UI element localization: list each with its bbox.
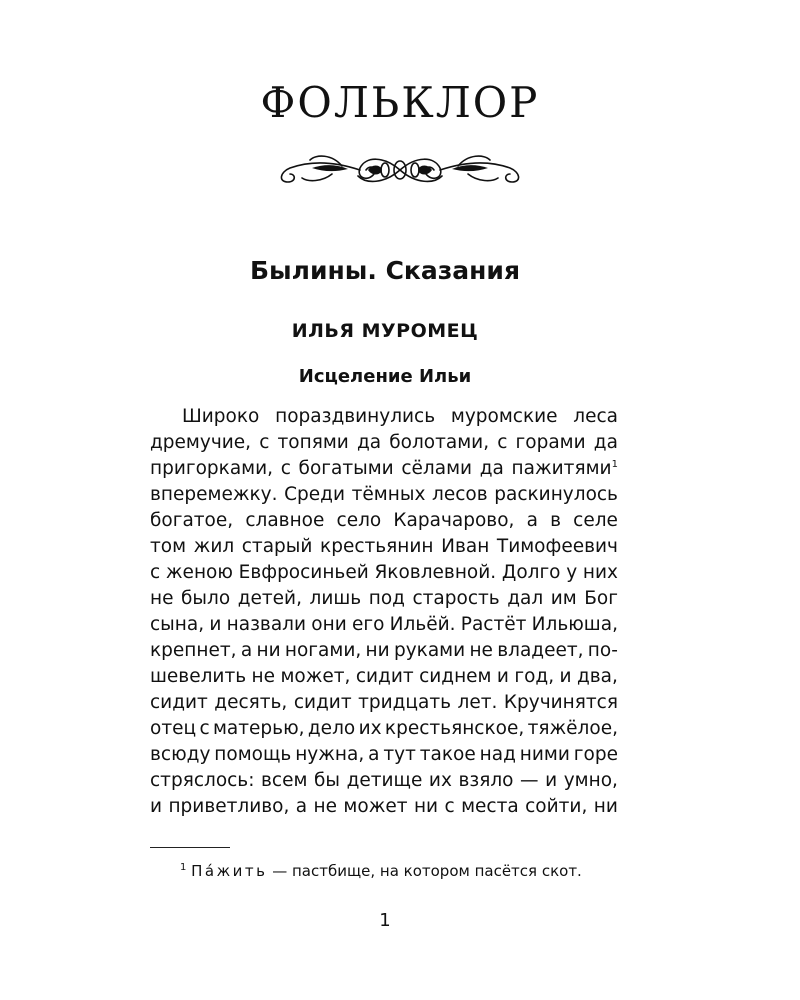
text-line bbox=[150, 456, 618, 482]
word: селе bbox=[573, 510, 618, 531]
word: лишь bbox=[309, 588, 362, 609]
word: Кручинятся bbox=[503, 692, 618, 713]
footnote-definition: — пастбище, на котором пасётся скот. bbox=[267, 862, 582, 880]
text-line bbox=[150, 742, 618, 768]
word: год, bbox=[514, 666, 555, 687]
word: стряслось: bbox=[150, 770, 255, 791]
story-title: ИЛЬЯ МУРОМЕЦ bbox=[291, 320, 479, 342]
text-line bbox=[150, 482, 618, 508]
word: Ильёй. bbox=[389, 614, 456, 635]
footnote-ref: 1 bbox=[611, 458, 618, 470]
word: они bbox=[311, 614, 347, 635]
word: не bbox=[150, 588, 174, 609]
word: болотами, bbox=[389, 432, 490, 453]
word: старость bbox=[412, 588, 500, 609]
word: том bbox=[150, 536, 187, 557]
word: жил bbox=[193, 536, 235, 557]
word: да bbox=[593, 432, 618, 453]
body-text bbox=[150, 404, 618, 820]
word: матерью, bbox=[212, 718, 305, 739]
word bbox=[512, 456, 618, 482]
word: его bbox=[351, 614, 385, 635]
word: и bbox=[559, 666, 572, 687]
text-line bbox=[150, 664, 618, 690]
word: с bbox=[150, 562, 161, 583]
word: да bbox=[479, 458, 504, 479]
word: село bbox=[336, 510, 382, 531]
word: шевелить bbox=[150, 666, 247, 687]
word: славное bbox=[245, 510, 325, 531]
word: тяжёлое, bbox=[527, 718, 618, 739]
word: десять, bbox=[214, 692, 288, 713]
text-line bbox=[150, 716, 618, 742]
word: Ильюша, bbox=[531, 614, 618, 635]
word: с bbox=[199, 718, 210, 739]
word: с bbox=[259, 432, 270, 453]
word-text: пажитями bbox=[511, 458, 612, 479]
word: дал bbox=[507, 588, 544, 609]
word: ними bbox=[519, 744, 570, 765]
text-line bbox=[150, 404, 618, 430]
text-line bbox=[150, 534, 618, 560]
word: места bbox=[461, 796, 519, 817]
word: с bbox=[444, 796, 455, 817]
text-line bbox=[150, 794, 618, 820]
word: крестьянское, bbox=[384, 718, 525, 739]
story-subtitle: Исцеление Ильи bbox=[298, 366, 472, 387]
word: да bbox=[356, 432, 382, 453]
word: умно, bbox=[563, 770, 618, 791]
word: им bbox=[550, 588, 577, 609]
word: вперемежку. bbox=[150, 484, 278, 505]
word: взяло bbox=[458, 770, 514, 791]
footnote-term: Па́жить bbox=[191, 862, 268, 880]
footnote-divider bbox=[150, 847, 230, 848]
word: пораздвинулись bbox=[275, 406, 436, 427]
word: крепнет, bbox=[150, 640, 237, 661]
word: тут bbox=[383, 744, 416, 765]
word: бы bbox=[314, 770, 341, 791]
footnote bbox=[180, 862, 620, 880]
word: тёмных bbox=[351, 484, 426, 505]
word: а bbox=[368, 744, 380, 765]
word: женою bbox=[165, 562, 233, 583]
word: не bbox=[251, 666, 276, 687]
word: тридцать bbox=[358, 692, 452, 713]
word: лесов bbox=[432, 484, 488, 505]
word: сиднем bbox=[419, 666, 492, 687]
word: в bbox=[550, 510, 561, 531]
word: и bbox=[496, 666, 509, 687]
word: дремучие, bbox=[150, 432, 252, 453]
word: отец bbox=[150, 718, 197, 739]
word: руками bbox=[393, 640, 466, 661]
word: ни bbox=[413, 796, 439, 817]
word: горе bbox=[573, 744, 618, 765]
word: топями bbox=[277, 432, 349, 453]
word: пригорками, bbox=[150, 458, 274, 479]
chapter-title: ФОЛЬКЛОР bbox=[260, 78, 540, 127]
word: всем bbox=[261, 770, 308, 791]
word: у bbox=[566, 562, 578, 583]
word: всюду bbox=[150, 744, 211, 765]
word: может bbox=[343, 796, 408, 817]
word: и bbox=[150, 796, 163, 817]
word: с bbox=[497, 432, 508, 453]
word: Широко bbox=[182, 406, 260, 427]
word: леса bbox=[573, 406, 618, 427]
word: Тимофеевич bbox=[496, 536, 618, 557]
word: богатыми bbox=[298, 458, 394, 479]
word: богатое, bbox=[150, 510, 234, 531]
word: них bbox=[582, 562, 618, 583]
text-line bbox=[150, 768, 618, 794]
text-line bbox=[150, 690, 618, 716]
word: их bbox=[428, 770, 452, 791]
word: детище bbox=[346, 770, 423, 791]
word: горами bbox=[515, 432, 586, 453]
word: ни bbox=[365, 640, 390, 661]
word: сидит bbox=[293, 692, 352, 713]
word: а bbox=[240, 640, 253, 661]
flourish-ornament-icon bbox=[272, 150, 528, 190]
word: ни bbox=[593, 796, 618, 817]
word: сидит bbox=[150, 692, 208, 713]
word: сойти, bbox=[525, 796, 588, 817]
word: два, bbox=[576, 666, 618, 687]
word: Евфросиньей bbox=[238, 562, 369, 583]
word: Бог bbox=[584, 588, 618, 609]
text-line bbox=[150, 638, 618, 664]
word: может, bbox=[280, 666, 351, 687]
page-number: 1 bbox=[379, 910, 391, 931]
word: над bbox=[479, 744, 516, 765]
word: Иван bbox=[441, 536, 490, 557]
word: Яковлевной. bbox=[374, 562, 497, 583]
footnote-marker: 1 bbox=[180, 862, 187, 873]
word: раскинулось bbox=[494, 484, 618, 505]
word: а bbox=[526, 510, 538, 531]
word: сидит bbox=[355, 666, 414, 687]
word: их bbox=[358, 718, 382, 739]
word: по- bbox=[587, 640, 618, 661]
text-line bbox=[150, 508, 618, 534]
word: муромские bbox=[450, 406, 558, 427]
section-title: Былины. Сказания bbox=[250, 256, 520, 285]
word: назвали bbox=[226, 614, 307, 635]
text-line bbox=[150, 560, 618, 586]
word: Растёт bbox=[460, 614, 527, 635]
word: с bbox=[280, 458, 291, 479]
word: лет. bbox=[457, 692, 498, 713]
word: такое bbox=[419, 744, 476, 765]
word: и bbox=[545, 770, 558, 791]
word: не bbox=[469, 640, 493, 661]
word: под bbox=[368, 588, 405, 609]
word: нужна, bbox=[295, 744, 365, 765]
text-line bbox=[150, 430, 618, 456]
word: ногами, bbox=[284, 640, 362, 661]
word: сына, bbox=[150, 614, 205, 635]
word: и bbox=[209, 614, 222, 635]
word: а bbox=[295, 796, 308, 817]
word: владеет, bbox=[497, 640, 584, 661]
word: ни bbox=[256, 640, 281, 661]
word: старый bbox=[241, 536, 313, 557]
word: крестьянин bbox=[320, 536, 434, 557]
word: сёлами bbox=[401, 458, 473, 479]
word: не bbox=[313, 796, 337, 817]
word: детей, bbox=[237, 588, 302, 609]
text-line bbox=[150, 612, 618, 638]
word: помощь bbox=[214, 744, 292, 765]
word: приветливо, bbox=[168, 796, 290, 817]
word: дело bbox=[307, 718, 356, 739]
word: — bbox=[520, 770, 539, 791]
word: было bbox=[181, 588, 231, 609]
text-line bbox=[150, 586, 618, 612]
word: Среди bbox=[284, 484, 345, 505]
word: Долго bbox=[501, 562, 561, 583]
word: Карачарово, bbox=[393, 510, 515, 531]
